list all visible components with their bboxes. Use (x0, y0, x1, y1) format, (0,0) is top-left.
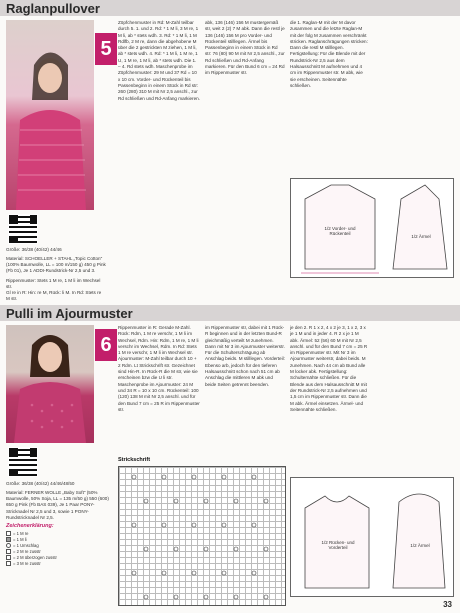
sleeve-label: 1/2 Ärmel (410, 542, 430, 548)
instructions-col-3: je den 2. R 1 x 2, 4 x 2 je 3, 1 x 2, 3 x je 1 M und in jeder 4. R 2 x je 1 M abk. Ärmel: 52 (56) 60 M mit Nr 2,5 anschl. und für den Bund 7 cm = 25 R im Rippenmuster str. Mit Nr 3 im Ajourmuster weiterstr, dabei beids. M zunehmen. Nach 44 cm ab Bund alle M locker abk. Fertigstellung: Schulternähte schließen. Für die Blende aus dem Halsausschnitt M mit der Rundstrick-Nr 2,5 aufnehmen und 1,5 cm im Rippenmuster str. Dann die M abk. Ärmel einsetzen. Ärmel- und Seitennähte schließen. (290, 325, 368, 412)
glatt-text: Gl re in R: Hin: re M, Rück: li M. In Rd: Stets re M str. (6, 290, 102, 302)
legend-item: = 1 M li (6, 537, 110, 543)
model-illustration (6, 325, 94, 443)
schematic-drawing (291, 179, 453, 277)
purl-symbol-icon (6, 537, 11, 542)
model-illustration (6, 20, 94, 210)
legend-item: = 1 Umschlag (6, 543, 110, 549)
legend-item: = 2 M überzogen zusstr (6, 555, 110, 561)
model-photo (6, 20, 94, 210)
material-text: Material: SCHOELLER + STAHL „Topic Cotton" (100% Baumwolle, LL = 100 m/150 g) 450 g Pink (Fb 01), Je 1 ADDI-Rundstrick-Nr 2,5 und 3. (6, 256, 106, 274)
legend-item: = 2 M re zusstr (6, 549, 110, 555)
k2tog-icon (6, 549, 11, 554)
k3tog-icon (6, 561, 11, 566)
qr-code[interactable] (8, 447, 38, 477)
size-text: Größe: 36/38 (40/42) 44/46/48/50 (6, 481, 75, 486)
section-title: Raglanpullover (6, 0, 100, 16)
pattern-number-badge: 5 (95, 33, 117, 65)
instructions-col-1: Zöpfchenmuster in Rd: M-Zahl teilbar durch 5. 1. und 2. Rd: * 1 M li, 3 M re, 1 M li, ab * stets wdh. 3. Rd: * 1 M li, 1 M Rdlfb, 2 M re, dann die abgehobene M über die 2 gestrickten M ziehen, 1 M li, ab * stets wdh. 4. Rd: * 1 M li, 1 M re, 1 U, 1 M re, 1 M li, ab * stets wdh. Die 1. – 4. Rd stets wdh. Maschenprobe im Zöpfchenmuster: 29 M und 37 Rd = 10 x 10 cm. Vorder- und Rückenteil bis Passenbeginn in einem Stück in Rd str: 260 (280) 310 M mit Nr 2,5 anschl., zur Rd schließen und Rd-Anfang markieren. (118, 20, 200, 101)
model-photo (6, 325, 94, 443)
back-front-label: 1/2 Rücken- und Vorderteil (321, 540, 355, 550)
chart-symbols (119, 467, 285, 605)
sleeve-label: 1/2 Ärmel (411, 233, 431, 239)
rippen-text: Rippenmuster: Stets 1 M re, 1 M li im Wechsel str. (6, 278, 101, 290)
legend-item: = 1 M re (6, 531, 110, 537)
knit-symbol-icon (6, 531, 11, 536)
section-title: Pulli im Ajourmuster (6, 305, 133, 321)
instructions-col-1: Rippenmuster in R: Gerade M-Zahl. Rück: Rdm, 1 M re verschr, 1 M li im Wechsel, Rdm. Hin: Rdm, 1 M re, 1 M li verschr im Wechsel, Rdm. In Rd: Stets 1 M re verschr, 1 M li im Wechsel str. Ajourmuster: M-Zahl teilbar durch 10 + 2 Rdm. Lt Strickschrift str. Gezeichnet sind Hin-R. In Rück-R die M str, wie sie erscheinen bzw die U li str. Maschenprobe im Ajourmuster: 24 M und 34 R = 10 x 10 cm. Rückenteil: 100 (120) 138 M mit Nr 2,5 anschl. und für den Bund 7 cm = 25 R im Rippenmuster str. (118, 325, 200, 412)
section-ajour (0, 305, 460, 613)
size-text: Größe: 36/38 (40/42) 44/46 (6, 247, 62, 252)
schematic-ajour (290, 477, 454, 597)
material-text: Material: FERNER WOLLE „Baby Soft" (50% Baumwolle, 50% Soja, LL = 135 m/50 g) 550 (600) 650 g Pink (Fb BAS 039), Je 1 Paar PONY-Stricknadel Nr 2,5 und 3, sowie 1 PONY-Rundstricknadel Nr 2,5. (6, 490, 109, 520)
page-number: 33 (443, 600, 452, 609)
yarn-over-icon (6, 543, 11, 548)
legend (6, 523, 110, 567)
section-raglan (0, 0, 460, 300)
pattern-number-badge: 6 (95, 329, 117, 361)
knitting-chart (118, 466, 286, 606)
legend-item: = 3 M re zusstr (6, 561, 110, 567)
qr-code[interactable] (8, 214, 38, 244)
instructions-col-2: abk, 136 (146) 156 M mustergemäß str, weit 2 (2) 7 M abk. Dann die restl je 136 (146) 156 M pro Vorder- und Rückenteil stilllegen. Ärmel bis Passenbeginn in einem Stück in Rd str: 76 (80) 90 M mit Nr 2,5 anschl., zur Rd schließen und Rd-Anfang markieren. Für den Bund 6 cm = 24 Rd im Rippenmuster str. (205, 20, 285, 76)
schematic-raglan (290, 178, 454, 278)
front-back-label: 1/2 Vorder- und Rückenteil (324, 226, 356, 236)
ssk-icon (6, 555, 11, 560)
chart-title: Strickschrift (118, 457, 151, 463)
legend-title: Zeichenerklärung: (6, 523, 54, 529)
instructions-col-2: im Rippenmuster str, dabei mit 1 Rück-R beginnen und in der letzten Bund-R gleichmäßig verteilt M zunehmen. Dann mit Nr 3 im Ajourmuster weiterstr. Für die Schulterschrägung ab Anschlag beids. M stilllegen. Vorderteil: Ebenso arb, jedoch für den tieferen Halsausschnitt schon nach 51 cm ab Anschlag die mittleren M abk und beide Seiten getrennt beenden. (205, 325, 285, 387)
section-header (0, 305, 460, 321)
section-header (0, 0, 460, 16)
instructions-col-3: die 1. Raglan-M mit der M davor zusammen und die letzte Raglan-M mit der folg M zusammen verschränkt stricken. Raglanschrägungen stricken: Dann die restl M stilllegen. Fertigstellung: Für die Blende mit der Rundstrick-Nr 2,5 aus dem Halsausschnitt M aufnehmen und 4 cm im Rippenmuster str. M abk, wie sie erscheinen. Seitennähte schließen. (290, 20, 368, 88)
